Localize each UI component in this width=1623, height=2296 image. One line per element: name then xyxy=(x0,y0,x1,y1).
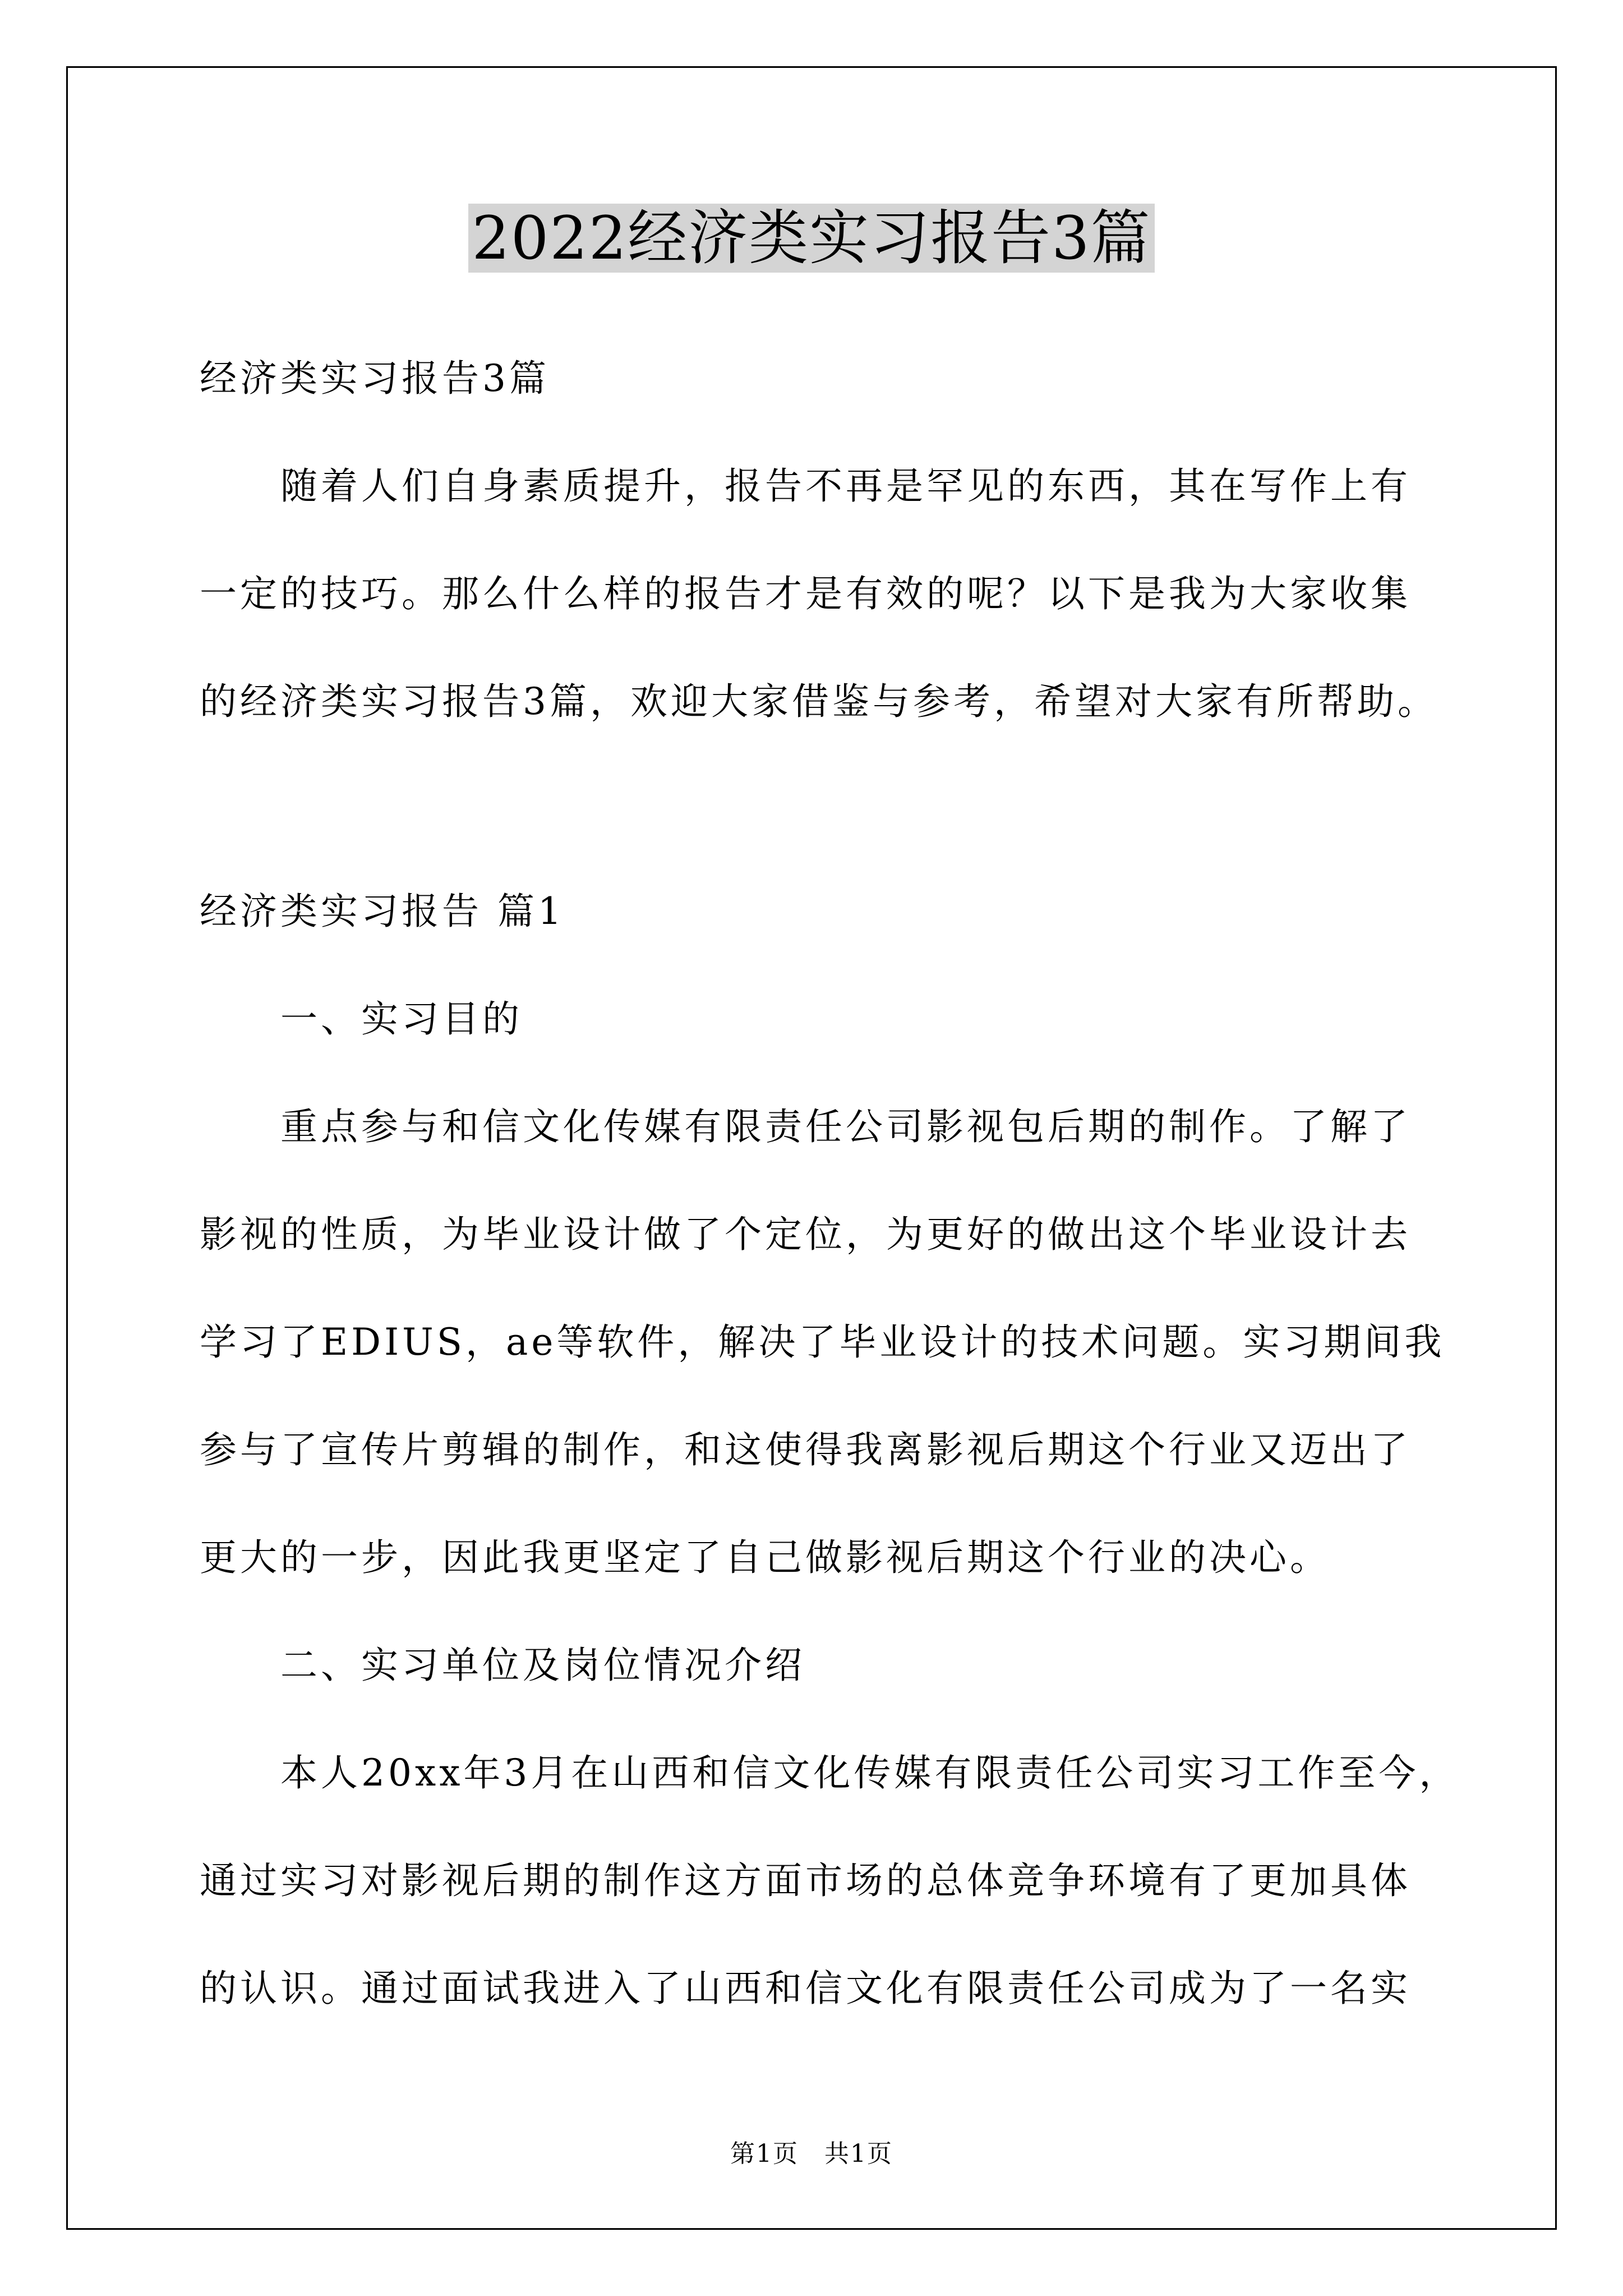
paragraph-line: 参与了宣传片剪辑的制作，和这使得我离影视后期这个行业又迈出了 xyxy=(200,1428,1411,1471)
paragraph-line: 学习了EDIUS，ae等软件，解决了毕业设计的技术问题。实习期间我 xyxy=(200,1320,1445,1364)
paragraph-line: 一定的技巧。那么什么样的报告才是有效的呢？以下是我为大家收集 xyxy=(200,572,1411,615)
paragraph-line: 影视的性质，为毕业设计做了个定位，为更好的做出这个毕业设计去 xyxy=(200,1213,1411,1256)
section-heading: 经济类实习报告 篇1 xyxy=(200,890,565,933)
page-footer: 第1页 共1页 xyxy=(730,2139,893,2168)
paragraph-line: 的经济类实习报告3篇，欢迎大家借鉴与参考，希望对大家有所帮助。 xyxy=(200,680,1438,723)
document-title xyxy=(0,199,1623,278)
document-title-text: 2022经济类实习报告3篇 xyxy=(468,204,1154,273)
paragraph-line: 重点参与和信文化传媒有限责任公司影视包后期的制作。了解了 xyxy=(200,1105,1411,1148)
paragraph-line: 随着人们自身素质提升，报告不再是罕见的东西，其在写作上有 xyxy=(200,464,1411,508)
paragraph-line: 更大的一步，因此我更坚定了自己做影视后期这个行业的决心。 xyxy=(200,1536,1330,1579)
subsection-heading: 一、实习目的 xyxy=(200,997,523,1041)
paragraph-line: 本人20xx年3月在山西和信文化传媒有限责任公司实习工作至今， xyxy=(200,1751,1460,1795)
subsection-heading: 二、实习单位及岗位情况介绍 xyxy=(200,1644,805,1687)
paragraph-line: 通过实习对影视后期的制作这方面市场的总体竞争环境有了更加具体 xyxy=(200,1859,1411,1902)
subtitle-line: 经济类实习报告3篇 xyxy=(200,357,550,400)
paragraph-line: 的认识。通过面试我进入了山西和信文化有限责任公司成为了一名实 xyxy=(200,1967,1411,2010)
